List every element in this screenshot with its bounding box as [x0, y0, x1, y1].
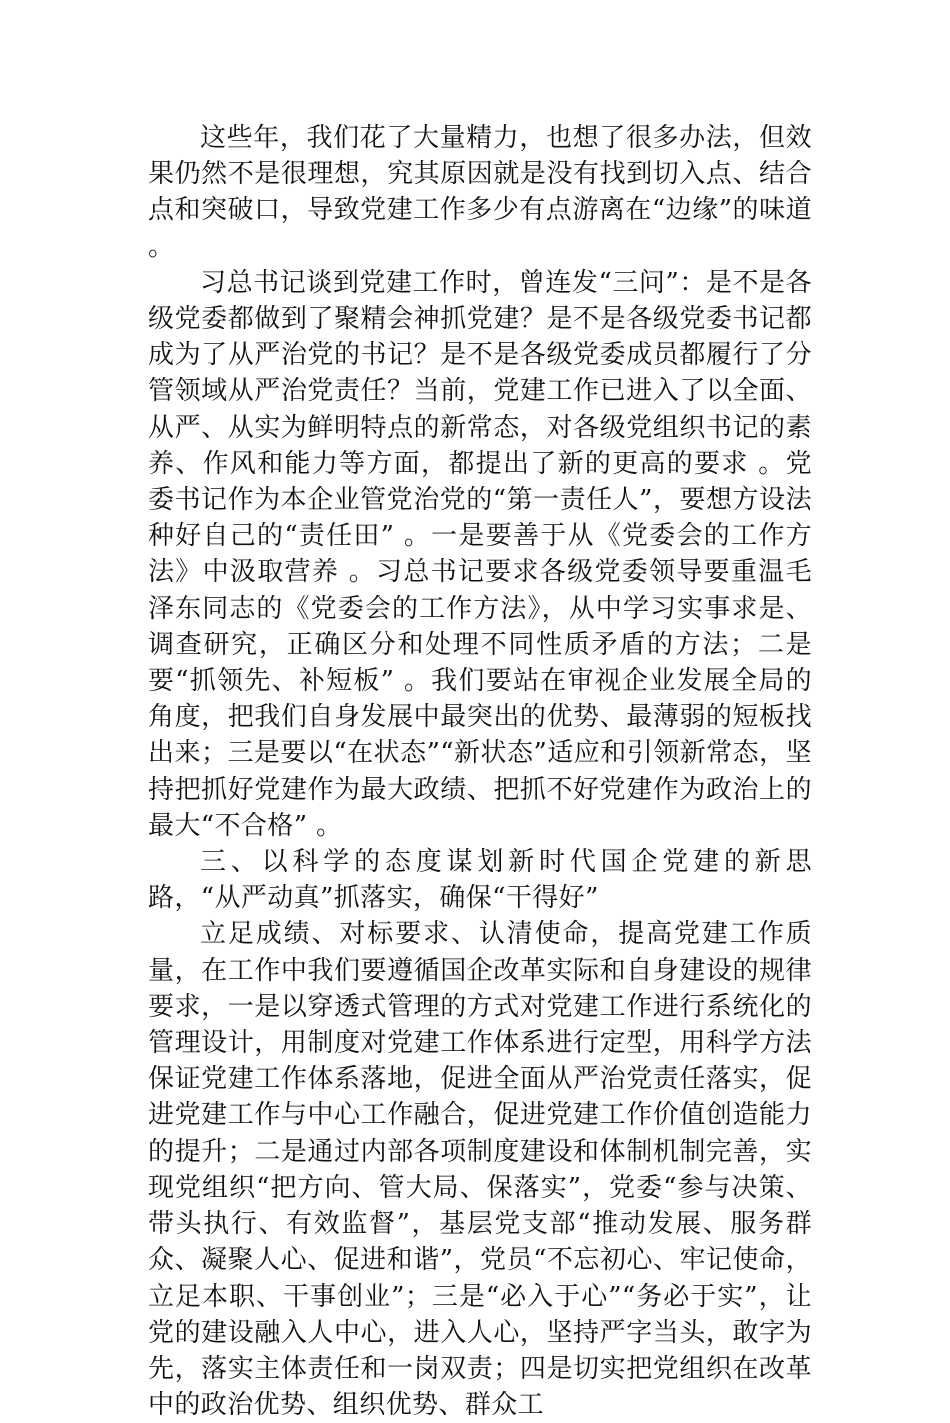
paragraph-1: 这些年，我们花了大量精力，也想了很多办法，但效果仍然不是很理想，究其原因就是没有找到切入点、结合点和突破口，导致党建工作多少有点游离在“边缘”的味道 。: [148, 123, 812, 262]
section-heading: 三、以科学的态度谋划新时代国企党建的新思路，“从严动真”抓落实，确保“干得好”: [148, 847, 812, 914]
paragraph-3: 立足成绩、对标要求、认清使命，提高党建工作质量，在工作中我们要遵循国企改革实际和自身建设的规律要求，一是以穿透式管理的方式对党建工作进行系统化的管理设计，用制度对党建工作体系进行定型，用科学方法保证党建工作体系落地，促进全面从严治党责任落实，促进党建工作与中心工作融合，促进党建工作价值创造能力的提升；二是通过内部各项制度建设和体制机制完善，实现党组织“把方向、管大局、保落实”，党委“参与决策、带头执行、有效监督”，基层党支部“推动发展、服务群众、凝聚人心、促进和谐”，党员“不忘初心、牢记使命，立足本职、干事创业”；三是“必入于心”“务必于实”，让党的建设融入人中心，进入人心，坚持严字当头，敢字为先，落实主体责任和一岗双责；四是切实把党组织在改革中的政治优势、组织优势、群众工: [148, 919, 812, 1421]
paragraph-2: 习总书记谈到党建工作时，曾连发“三问”：是不是各级党委都做到了聚精会神抓党建？是不是各级党委书记都成为了从严治党的书记？是不是各级党委成员都履行了分管领域从严治党责任？当前，党建工作已进入了以全面、从严、从实为鲜明特点的新常态，对各级党组织书记的素养、作风和能力等方面，都提出了新的更高的要求 。党委书记作为本企业管党治党的“第一责任人”，要想方设法种好自己的“责任田” 。一是要善于从《党委会的工作方法》中汲取营养 。习总书记要求各级党委领导要重温毛泽东同志的《党委会的工作方法》，从中学习实事求是、调查研究，正确区分和处理不同性质矛盾的方法；二是要“抓领先、补短板” 。我们要站在审视企业发展全局的角度，把我们自身发展中最突出的优势、最薄弱的短板找出来；三是要以“在状态”“新状态”适应和引领新常态，坚持把抓好党建作为最大政绩、把抓不好党建作为政治上的最大“不合格” 。: [148, 267, 812, 841]
document-body: [148, 120, 812, 1423]
